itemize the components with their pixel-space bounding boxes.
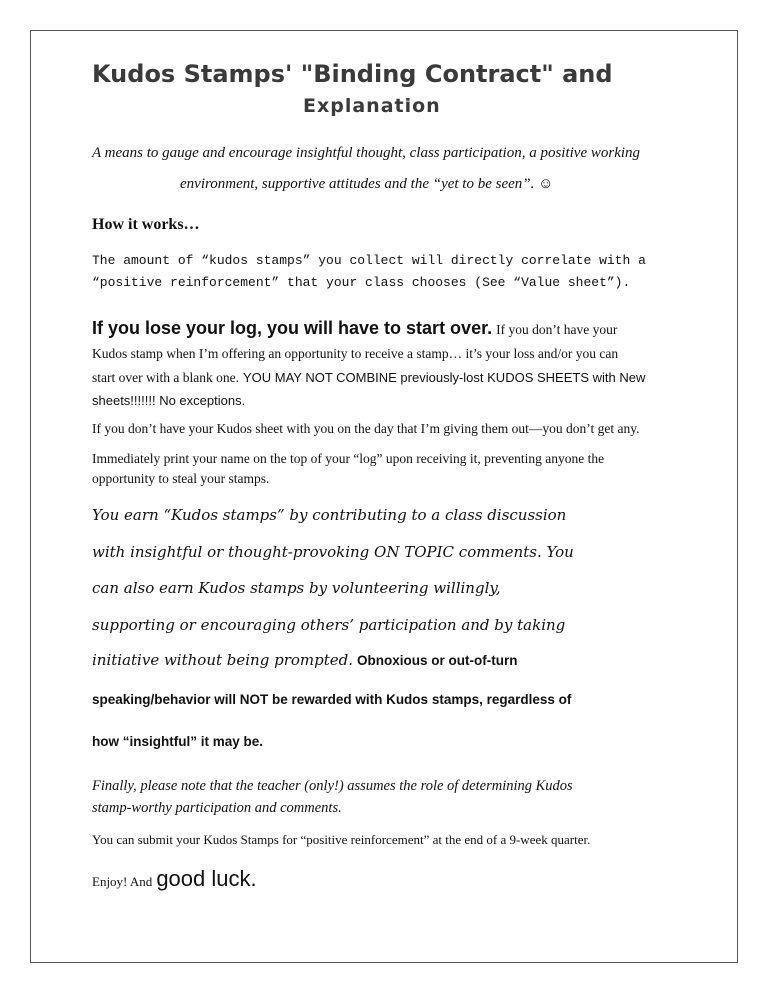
how-it-works-heading: How it works… <box>92 216 200 233</box>
earn-line-5 <box>92 651 517 670</box>
title-line-1: Kudos Stamps' "Binding Contract" and <box>92 60 613 88</box>
earn-line-2: with insightful or thought-provoking ON TOPIC comments. You <box>92 543 574 561</box>
lose-log-headline: If you lose your log, you will have to start over. <box>92 318 493 338</box>
lose-log-line-2: Kudos stamp when I’m offering an opportunity to receive a stamp… it’s your loss and/or you can <box>92 346 619 361</box>
earn-line-1: You earn “Kudos stamps” by contributing to a class discussion <box>92 506 567 524</box>
earn-line-5-text: initiative without being prompted. <box>92 651 353 669</box>
subtitle-line-1: A means to gauge and encourage insightful thought, class participation, a positive working <box>92 145 641 161</box>
earn-line-3: can also earn Kudos stamps by volunteering willingly, <box>92 579 501 597</box>
finally-line-1: Finally, please note that the teacher (only!) assumes the role of determining Kudos <box>92 778 573 794</box>
title-line-2: Explanation <box>303 95 441 117</box>
lose-log-line-1 <box>92 318 617 339</box>
submit-text: You can submit your Kudos Stamps for “positive reinforcement” at the end of a 9-week quarter. <box>92 832 591 847</box>
lose-log-line-3b: YOU MAY NOT COMBINE previously-lost KUDOS SHEETS with New <box>242 370 646 385</box>
print-name-line-1: Immediately print your name on the top of your “log” upon receiving it, preventing anyone the <box>92 451 605 466</box>
earn-bold-line-3: how “insightful” it may be. <box>92 734 264 749</box>
page-border <box>30 30 738 963</box>
how-it-works-line-1: The amount of “kudos stamps” you collect will directly correlate with a <box>92 253 646 268</box>
print-name-line-2: opportunity to steal your stamps. <box>92 471 270 486</box>
lose-log-line-3 <box>92 369 645 387</box>
enjoy-text: Enjoy! And <box>92 874 153 889</box>
earn-bold-tail: Obnoxious or out-of-turn <box>357 653 518 668</box>
how-it-works-line-2: “positive reinforcement” that your class chooses (See “Value sheet”). <box>92 275 631 290</box>
closing-line <box>92 866 257 892</box>
good-luck-text: good luck. <box>156 866 257 891</box>
lose-log-line-3a: start over with a blank one. <box>92 370 239 385</box>
earn-bold-line-2: speaking/behavior will NOT be rewarded with Kudos stamps, regardless of <box>92 692 572 707</box>
no-sheet-text: If you don’t have your Kudos sheet with you on the day that I’m giving them out—you don’t get any. <box>92 421 640 436</box>
finally-line-2: stamp-worthy participation and comments. <box>92 800 342 816</box>
earn-line-4: supporting or encouraging others’ participation and by taking <box>92 616 566 634</box>
subtitle-line-2: environment, supportive attitudes and the “yet to be seen”. ☺ <box>180 176 554 192</box>
lose-log-line-4: sheets!!!!!!! No exceptions. <box>92 393 246 408</box>
lose-log-tail: If you don’t have your <box>496 322 618 337</box>
